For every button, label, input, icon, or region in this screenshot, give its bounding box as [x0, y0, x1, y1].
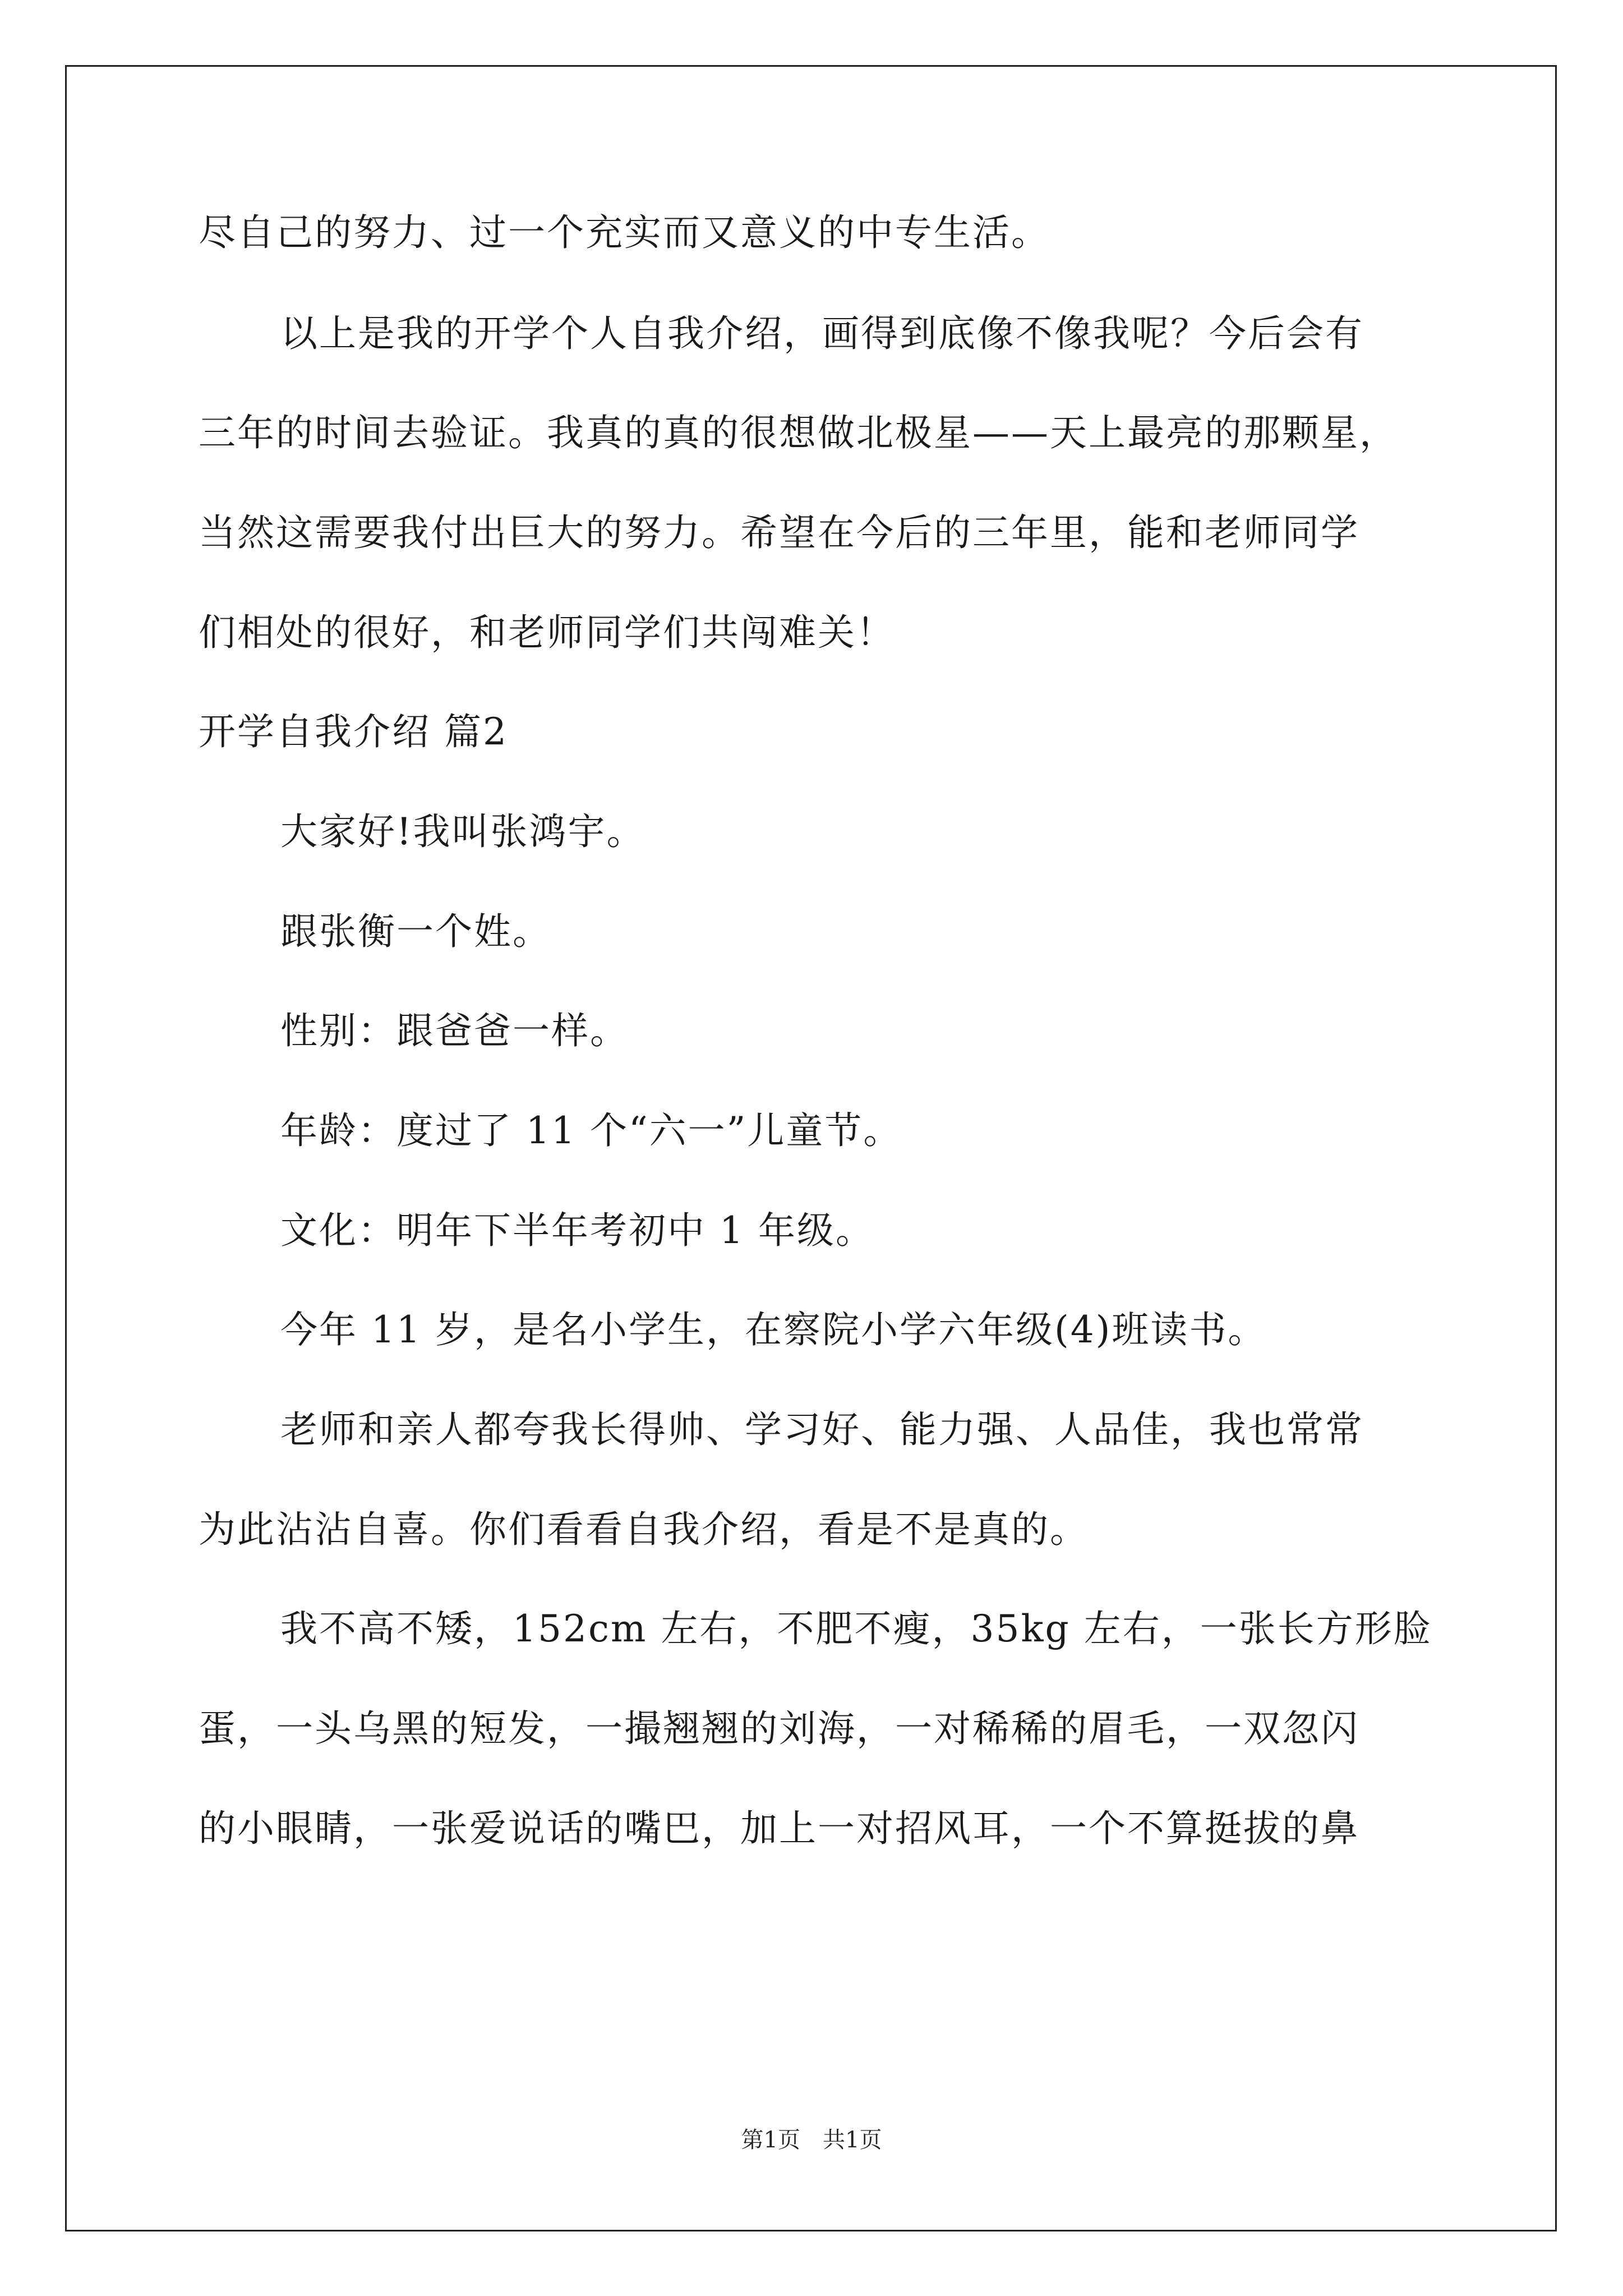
text-line: 跟张衡一个姓。: [280, 910, 551, 953]
text-line: 我不高不矮，152cm 左右，不肥不瘦，35kg 左右，一张长方形脸: [280, 1607, 1432, 1650]
text-line: 三年的时间去验证。我真的真的很想做北极星——天上最亮的那颗星，: [199, 411, 1398, 454]
text-line: 的小眼睛，一张爱说话的嘴巴，加上一对招风耳，一个不算挺拔的鼻: [199, 1807, 1359, 1850]
text-line: 们相处的很好，和老师同学们共闯难关！: [199, 611, 895, 654]
text-line: 大家好!我叫张鸿宇。: [280, 810, 645, 853]
section-heading: 开学自我介绍 篇2: [199, 710, 508, 753]
text-line: 为此沾沾自喜。你们看看自我介绍，看是不是真的。: [199, 1508, 1089, 1551]
text-line: 当然这需要我付出巨大的努力。希望在今后的三年里，能和老师同学: [199, 511, 1359, 554]
text-line: 尽自己的努力、过一个充实而又意义的中专生活。: [199, 211, 1050, 254]
text-line: 以上是我的开学个人自我介绍，画得到底像不像我呢？今后会有: [280, 312, 1364, 355]
text-line: 蛋，一头乌黑的短发，一撮翘翘的刘海，一对稀稀的眉毛，一双忽闪: [199, 1707, 1359, 1750]
text-line: 老师和亲人都夸我长得帅、学习好、能力强、人品佳，我也常常: [280, 1408, 1364, 1451]
text-line: 性别：跟爸爸一样。: [280, 1009, 629, 1052]
text-line: 今年 11 岁，是名小学生，在察院小学六年级(4)班读书。: [280, 1308, 1267, 1351]
text-line: 文化：明年下半年考初中 1 年级。: [280, 1209, 874, 1252]
page-number: 第1页 共1页: [741, 2127, 882, 2153]
text-line: 年龄：度过了 11 个“六一”儿童节。: [280, 1109, 902, 1152]
